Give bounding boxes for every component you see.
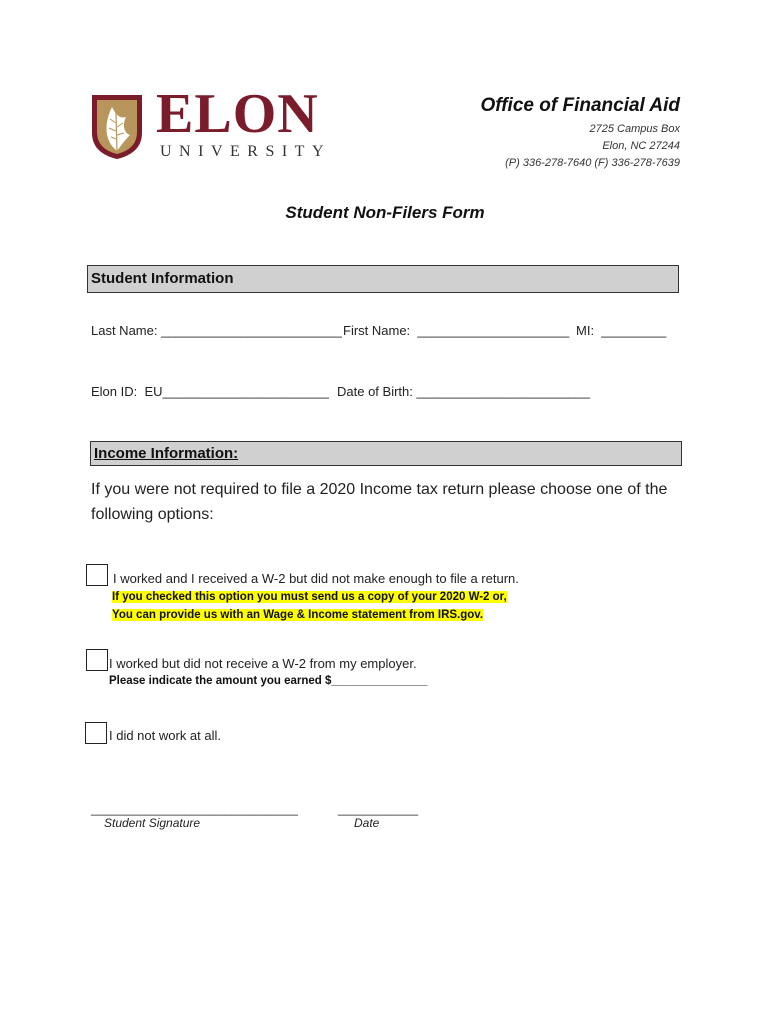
date-of-birth-field[interactable]: Date of Birth: ________________________ xyxy=(337,384,590,399)
date-line[interactable]: ____________ xyxy=(338,802,419,816)
last-name-field[interactable]: Last Name: _________________________ xyxy=(91,323,342,338)
income-info-heading: Income Information: xyxy=(90,441,682,466)
student-info-heading: Student Information xyxy=(87,265,679,293)
option-worked-no-w2-checkbox[interactable] xyxy=(86,649,108,671)
office-title: Office of Financial Aid xyxy=(480,95,680,116)
first-name-field[interactable]: First Name: _____________________ xyxy=(343,323,570,338)
elon-id-field[interactable]: Elon ID: EU_______________________ xyxy=(91,384,329,399)
logo-subtitle: UNIVERSITY xyxy=(160,143,331,160)
signature-line[interactable]: _______________________________ xyxy=(91,802,298,816)
option-worked-w2-checkbox[interactable] xyxy=(86,564,108,586)
option-worked-no-w2-label: I worked but did not receive a W-2 from my employer. xyxy=(109,656,417,671)
option-worked-w2-label: I worked and I received a W-2 but did not make enough to file a return. xyxy=(113,571,519,586)
middle-initial-field[interactable]: MI: _________ xyxy=(576,323,667,338)
option-did-not-work-checkbox[interactable] xyxy=(85,722,107,744)
address-line-1: 2725 Campus Box xyxy=(589,123,680,135)
phone-fax-line: (P) 336-278-7640 (F) 336-278-7639 xyxy=(505,157,680,169)
form-title: Student Non-Filers Form xyxy=(285,203,485,222)
address-line-2: Elon, NC 27244 xyxy=(602,140,680,152)
option-worked-no-w2-amount-field[interactable]: Please indicate the amount you earned $_______________ xyxy=(109,675,428,687)
elon-shield-logo xyxy=(90,93,144,161)
option-worked-w2-note-1: If you checked this option you must send us a copy of your 2020 W-2 or, xyxy=(112,591,507,603)
signature-label: Student Signature xyxy=(104,816,201,830)
income-prompt-line-1: If you were not required to file a 2020 Income tax return please choose one of the xyxy=(91,481,668,498)
date-label: Date xyxy=(354,816,380,830)
option-did-not-work-label: I did not work at all. xyxy=(109,728,221,743)
option-worked-w2-note-2: You can provide us with an Wage & Income statement from IRS.gov. xyxy=(112,609,484,621)
income-prompt-line-2: following options: xyxy=(91,506,214,523)
logo-wordmark: ELON xyxy=(156,83,319,145)
